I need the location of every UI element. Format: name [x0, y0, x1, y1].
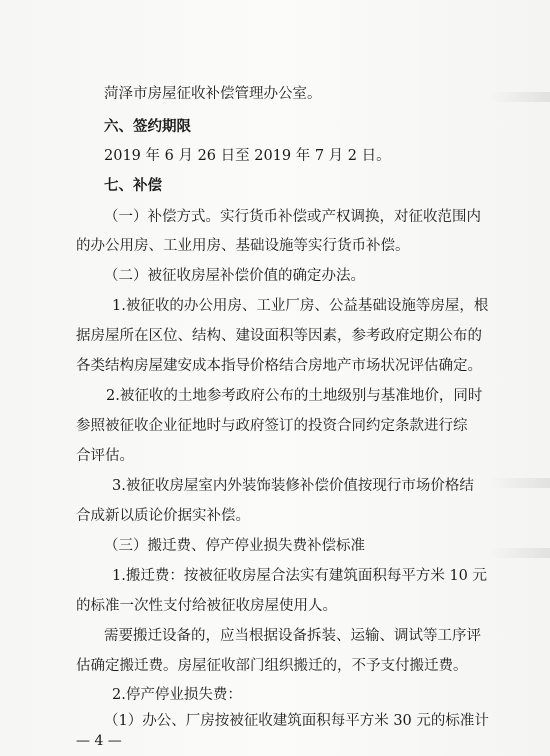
text-line: 1.搬迁费：按被征收房屋合法实有建筑面积每平方米 10 元: [112, 568, 488, 584]
text-line: 的办公用房、工业用房、基础设施等实行货币补偿。: [76, 238, 410, 254]
text-line: 的标准一次性支付给被征收房屋使用人。: [76, 598, 337, 614]
text-line: 1.被征收的办公用房、工业厂房、公益基础设施等房屋，根: [112, 298, 489, 314]
text-line: 2.被征收的土地参考政府公布的土地级别与基准地价，同时: [106, 388, 483, 404]
subsection-heading: （二）被征收房屋补偿价值的确定办法。: [104, 268, 365, 284]
text-line: 估确定搬迁费。房屋征收部门组织搬迁的，不予支付搬迁费。: [76, 658, 468, 674]
text-line: 2019 年 6 月 26 日至 2019 年 7 月 2 日。: [104, 148, 391, 164]
text-line: 合评估。: [76, 448, 134, 464]
page-number: — 4 —: [76, 733, 122, 749]
text-line: 菏泽市房屋征收补偿管理办公室。: [104, 86, 322, 102]
text-line: （一）补偿方式。实行货币补偿或产权调换，对征收范围内: [104, 209, 481, 225]
subsection-heading: （三）搬迁费、停产停业损失费补偿标准: [104, 538, 365, 554]
text-line: 需要搬迁设备的，应当根据设备拆装、运输、调试等工序评: [104, 628, 481, 644]
section-heading: 七、补偿: [104, 177, 162, 194]
text-line: 合成新以质论价据实补偿。: [76, 508, 250, 524]
text-line: （1）办公、厂房按被征收建筑面积每平方米 30 元的标准计: [104, 713, 489, 729]
text-line: 据房屋所在区位、结构、建设面积等因素，参考政府定期公布的: [76, 328, 482, 344]
text-line: 参照被征收企业征地时与政府签订的投资合同约定条款进行综: [76, 418, 468, 434]
text-line: 各类结构房屋建安成本指导价格结合房地产市场状况评估确定。: [76, 358, 482, 374]
text-line: 2.停产停业损失费：: [112, 687, 242, 703]
text-line: 3.被征收房屋室内外装饰装修补偿价值按现行市场价格结: [112, 478, 474, 494]
section-heading: 六、签约期限: [104, 118, 191, 135]
